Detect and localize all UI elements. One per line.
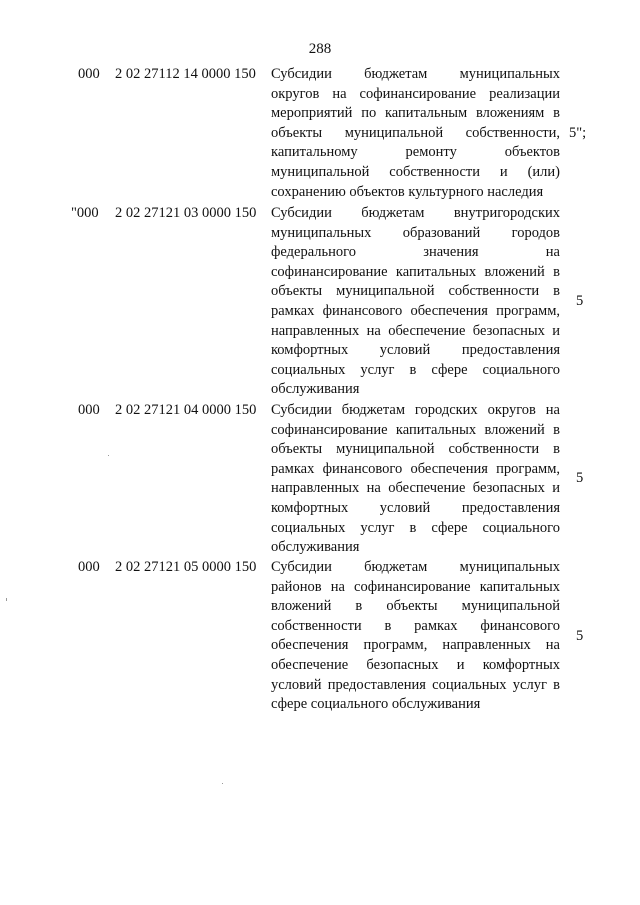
description-line: социальных услуг в сфере социального xyxy=(271,519,560,536)
scan-speck xyxy=(6,598,7,601)
row-amount: 5 xyxy=(576,293,584,309)
admin-code: 000 xyxy=(78,66,100,82)
budget-classification-code: 2 02 27121 03 0000 150 xyxy=(115,205,257,221)
description-line: условий предоставления социальных услуг в xyxy=(271,676,560,693)
description-line: комфортных условий предоставления xyxy=(271,342,560,359)
description-line: сохранению объектов культурного наследия xyxy=(271,183,544,200)
description-line: муниципальных образований городов xyxy=(271,224,560,241)
description-line: Субсидии бюджетам городских округов на xyxy=(271,402,560,418)
description-line: Субсидии бюджетам муниципальных xyxy=(271,66,560,82)
row-description xyxy=(271,401,560,558)
row-description xyxy=(271,558,560,715)
scan-speck xyxy=(222,783,223,784)
admin-code: 000 xyxy=(78,559,100,575)
admin-code: "000 xyxy=(71,205,99,221)
description-line: обеспечение безопасных и комфортных xyxy=(271,656,560,673)
description-line: софинансирование капитальных вложений в xyxy=(271,421,560,438)
description-line: направленных на обеспечение безопасных и xyxy=(271,480,560,497)
description-line: районов на софинансирование капитальных xyxy=(271,578,560,595)
description-line: объекты муниципальной собственности, xyxy=(271,124,560,141)
row-description xyxy=(271,65,560,202)
budget-classification-code: 2 02 27121 04 0000 150 xyxy=(115,402,257,418)
budget-classification-code: 2 02 27112 14 0000 150 xyxy=(115,66,256,82)
description-line: обслуживания xyxy=(271,381,360,398)
description-line: рамках финансового обеспечения программ, xyxy=(271,302,560,319)
description-line: обеспечения программ, направленных на xyxy=(271,637,560,654)
row-amount: 5 xyxy=(576,628,584,644)
description-line: капитальному ремонту объектов xyxy=(271,144,560,161)
budget-classification-code: 2 02 27121 05 0000 150 xyxy=(115,559,257,575)
row-amount: 5 xyxy=(576,470,584,486)
description-line: Субсидии бюджетам муниципальных xyxy=(271,559,560,575)
description-line: мероприятий по капитальным вложениям в xyxy=(271,105,560,122)
description-line: федерального значения на xyxy=(271,244,560,261)
description-line: муниципальной собственности и (или) xyxy=(271,163,560,180)
description-line: направленных на обеспечение безопасных и xyxy=(271,322,560,339)
description-line: социальных услуг в сфере социального xyxy=(271,361,560,378)
scan-speck xyxy=(108,455,109,456)
description-line: вложений в объекты муниципальной xyxy=(271,598,560,615)
description-line: комфортных условий предоставления xyxy=(271,499,560,516)
page-number: 288 xyxy=(308,41,332,57)
description-line: объекты муниципальной собственности в xyxy=(271,441,560,458)
row-description xyxy=(271,204,560,400)
description-line: софинансирование капитальных вложений в xyxy=(271,263,560,280)
description-line: округов на софинансирование реализации xyxy=(271,85,560,102)
description-line: обслуживания xyxy=(271,539,360,556)
description-line: Субсидии бюджетам внутригородских xyxy=(271,205,560,221)
description-line: объекты муниципальной собственности в xyxy=(271,283,560,300)
description-line: сфере социального обслуживания xyxy=(271,696,481,713)
row-amount: 5"; xyxy=(569,125,587,141)
description-line: рамках финансового обеспечения программ, xyxy=(271,460,560,477)
admin-code: 000 xyxy=(78,402,100,418)
description-line: собственности в рамках финансового xyxy=(271,617,560,634)
